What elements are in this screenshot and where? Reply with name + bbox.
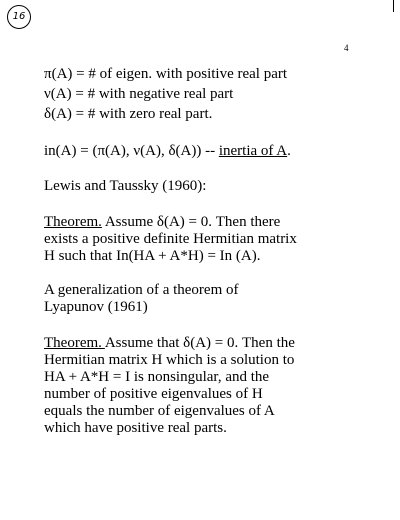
theorem1-line1 [44,214,280,231]
theorem1-line2: exists a positive definite Hermitian matrix [44,231,297,247]
edge-tick [393,0,394,12]
inertia-prefix: in(A) = (π(A), ν(A), δ(A)) -- [44,143,219,159]
theorem2-line3: HA + A*H = I is nonsingular, and the [44,369,270,385]
generalization-line2: Lyapunov (1961) [44,299,148,315]
theorem2-line4: number of positive eigenvalues of H [44,386,263,402]
definition-nu: ν(A) = # with negative real part [44,86,234,102]
inertia-term: inertia of A [218,143,288,159]
page-number: 4 [344,43,349,53]
lewis-taussky-citation: Lewis and Taussky (1960): [44,178,207,194]
handwritten-page-mark: 16 [7,5,31,29]
theorem2-line2: Hermitian matrix H which is a solution to [44,352,295,368]
theorem2-line6: which have positive real parts. [44,420,227,436]
generalization-line1: A generalization of a theorem of [44,282,239,298]
definition-delta: δ(A) = # with zero real part. [44,106,213,122]
theorem2-line1-text: Assume that δ(A) = 0. Then the [104,335,295,351]
theorem1-line1-text: Assume δ(A) = 0. Then there [101,214,281,230]
theorem1-line3: H such that In(HA + A*H) = In (A). [44,248,261,264]
inertia-definition [44,143,291,160]
theorem2-heading: Theorem. [44,335,105,351]
inertia-suffix: . [287,143,291,159]
theorem2-line1 [44,335,295,352]
theorem2-line5: equals the number of eigenvalues of A [44,403,275,419]
definition-pi: π(A) = # of eigen. with positive real part [44,66,288,82]
theorem1-heading: Theorem. [44,214,102,230]
